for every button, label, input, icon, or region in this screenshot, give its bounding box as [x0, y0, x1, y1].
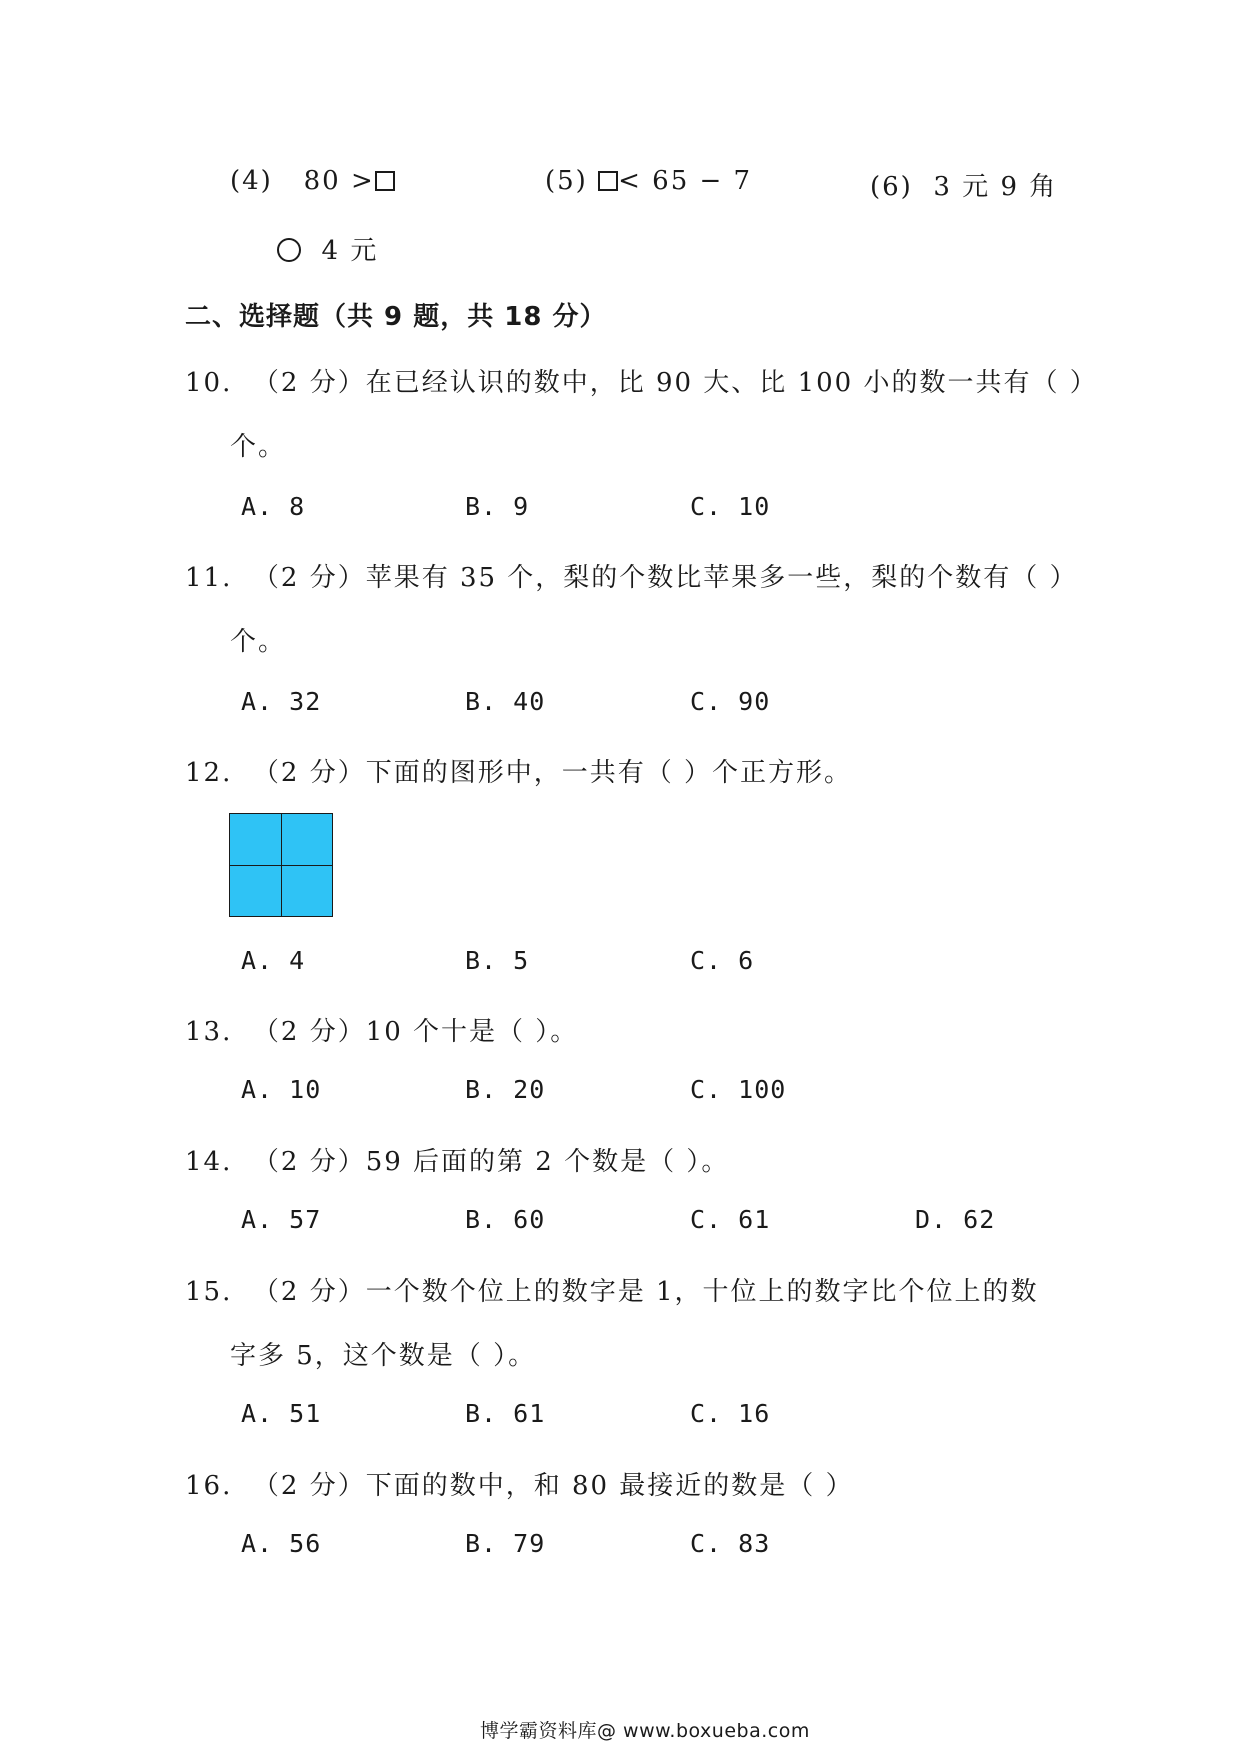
option-c[interactable]: C. 100 — [690, 1075, 787, 1104]
answer-box[interactable] — [598, 171, 618, 191]
option-b[interactable]: B. 9 — [465, 492, 530, 521]
option-d[interactable]: D. 62 — [915, 1205, 996, 1234]
option-a[interactable]: A. 8 — [241, 492, 306, 521]
fill-item-5 — [545, 166, 752, 196]
question-10 — [185, 362, 1098, 399]
question-11-continuation: 个。 — [230, 627, 287, 657]
question-number: 11. — [185, 563, 233, 593]
option-a[interactable]: A. 4 — [241, 946, 306, 975]
fill-item-5-number: (5) — [545, 166, 588, 196]
fill-item-6-continuation — [277, 230, 378, 267]
option-c[interactable]: C. 10 — [690, 492, 771, 521]
fill-item-6-amount: 4 元 — [321, 236, 379, 266]
question-number: 15. — [185, 1277, 233, 1307]
question-10-continuation: 个。 — [230, 432, 287, 462]
option-c[interactable]: C. 6 — [690, 946, 755, 975]
question-number: 13. — [185, 1017, 233, 1047]
fill-item-4-expression: 80 > — [303, 166, 375, 196]
fill-item-4 — [230, 166, 395, 196]
fill-item-6 — [870, 166, 1057, 203]
option-b[interactable]: B. 60 — [465, 1205, 546, 1234]
question-number: 16. — [185, 1471, 233, 1501]
option-a[interactable]: A. 56 — [241, 1529, 322, 1558]
section-title: 二、选择题（共 9 题，共 18 分） — [185, 302, 607, 332]
question-15-continuation: 字多 5，这个数是（ ）。 — [230, 1341, 537, 1371]
question-text: （2 分）苹果有 35 个，梨的个数比苹果多一些，梨的个数有（ ） — [252, 563, 1078, 593]
option-b[interactable]: B. 61 — [465, 1399, 546, 1428]
option-a[interactable]: A. 57 — [241, 1205, 322, 1234]
fill-item-6-number: (6) — [870, 172, 913, 202]
question-number: 12. — [185, 758, 233, 788]
option-c[interactable]: C. 90 — [690, 687, 771, 716]
question-16 — [185, 1465, 854, 1502]
question-text: （2 分）一个数个位上的数字是 1，十位上的数字比个位上的数 — [252, 1277, 1039, 1307]
footer-watermark: 博学霸资料库@ www.boxueba.com — [480, 1720, 810, 1742]
question-13 — [185, 1011, 578, 1048]
option-a[interactable]: A. 32 — [241, 687, 322, 716]
question-text: （2 分）下面的数中，和 80 最接近的数是（ ） — [252, 1471, 854, 1501]
answer-box[interactable] — [375, 171, 395, 191]
fill-item-5-expression: < 65 − 7 — [618, 166, 753, 196]
question-14 — [185, 1141, 729, 1178]
option-a[interactable]: A. 10 — [241, 1075, 322, 1104]
option-c[interactable]: C. 83 — [690, 1529, 771, 1558]
question-number: 14. — [185, 1147, 233, 1177]
question-number: 10. — [185, 368, 233, 398]
option-b[interactable]: B. 20 — [465, 1075, 546, 1104]
question-text: （2 分）10 个十是（ ）。 — [252, 1017, 579, 1047]
option-b[interactable]: B. 40 — [465, 687, 546, 716]
square-grid-figure — [229, 813, 333, 917]
option-c[interactable]: C. 61 — [690, 1205, 771, 1234]
option-b[interactable]: B. 5 — [465, 946, 530, 975]
option-b[interactable]: B. 79 — [465, 1529, 546, 1558]
fill-item-4-number: (4) — [230, 166, 273, 196]
question-15 — [185, 1271, 1039, 1308]
grid-horizontal-line — [230, 865, 332, 866]
question-text: （2 分）59 后面的第 2 个数是（ ）。 — [252, 1147, 730, 1177]
question-text: （2 分）在已经认识的数中，比 90 大、比 100 小的数一共有（ ） — [252, 368, 1098, 398]
option-c[interactable]: C. 16 — [690, 1399, 771, 1428]
question-12 — [185, 752, 852, 789]
question-11 — [185, 557, 1078, 594]
fill-item-6-expression: 3 元 9 角 — [933, 172, 1058, 202]
question-text: （2 分）下面的图形中，一共有（ ）个正方形。 — [252, 758, 852, 788]
compare-circle[interactable] — [277, 238, 301, 262]
option-a[interactable]: A. 51 — [241, 1399, 322, 1428]
